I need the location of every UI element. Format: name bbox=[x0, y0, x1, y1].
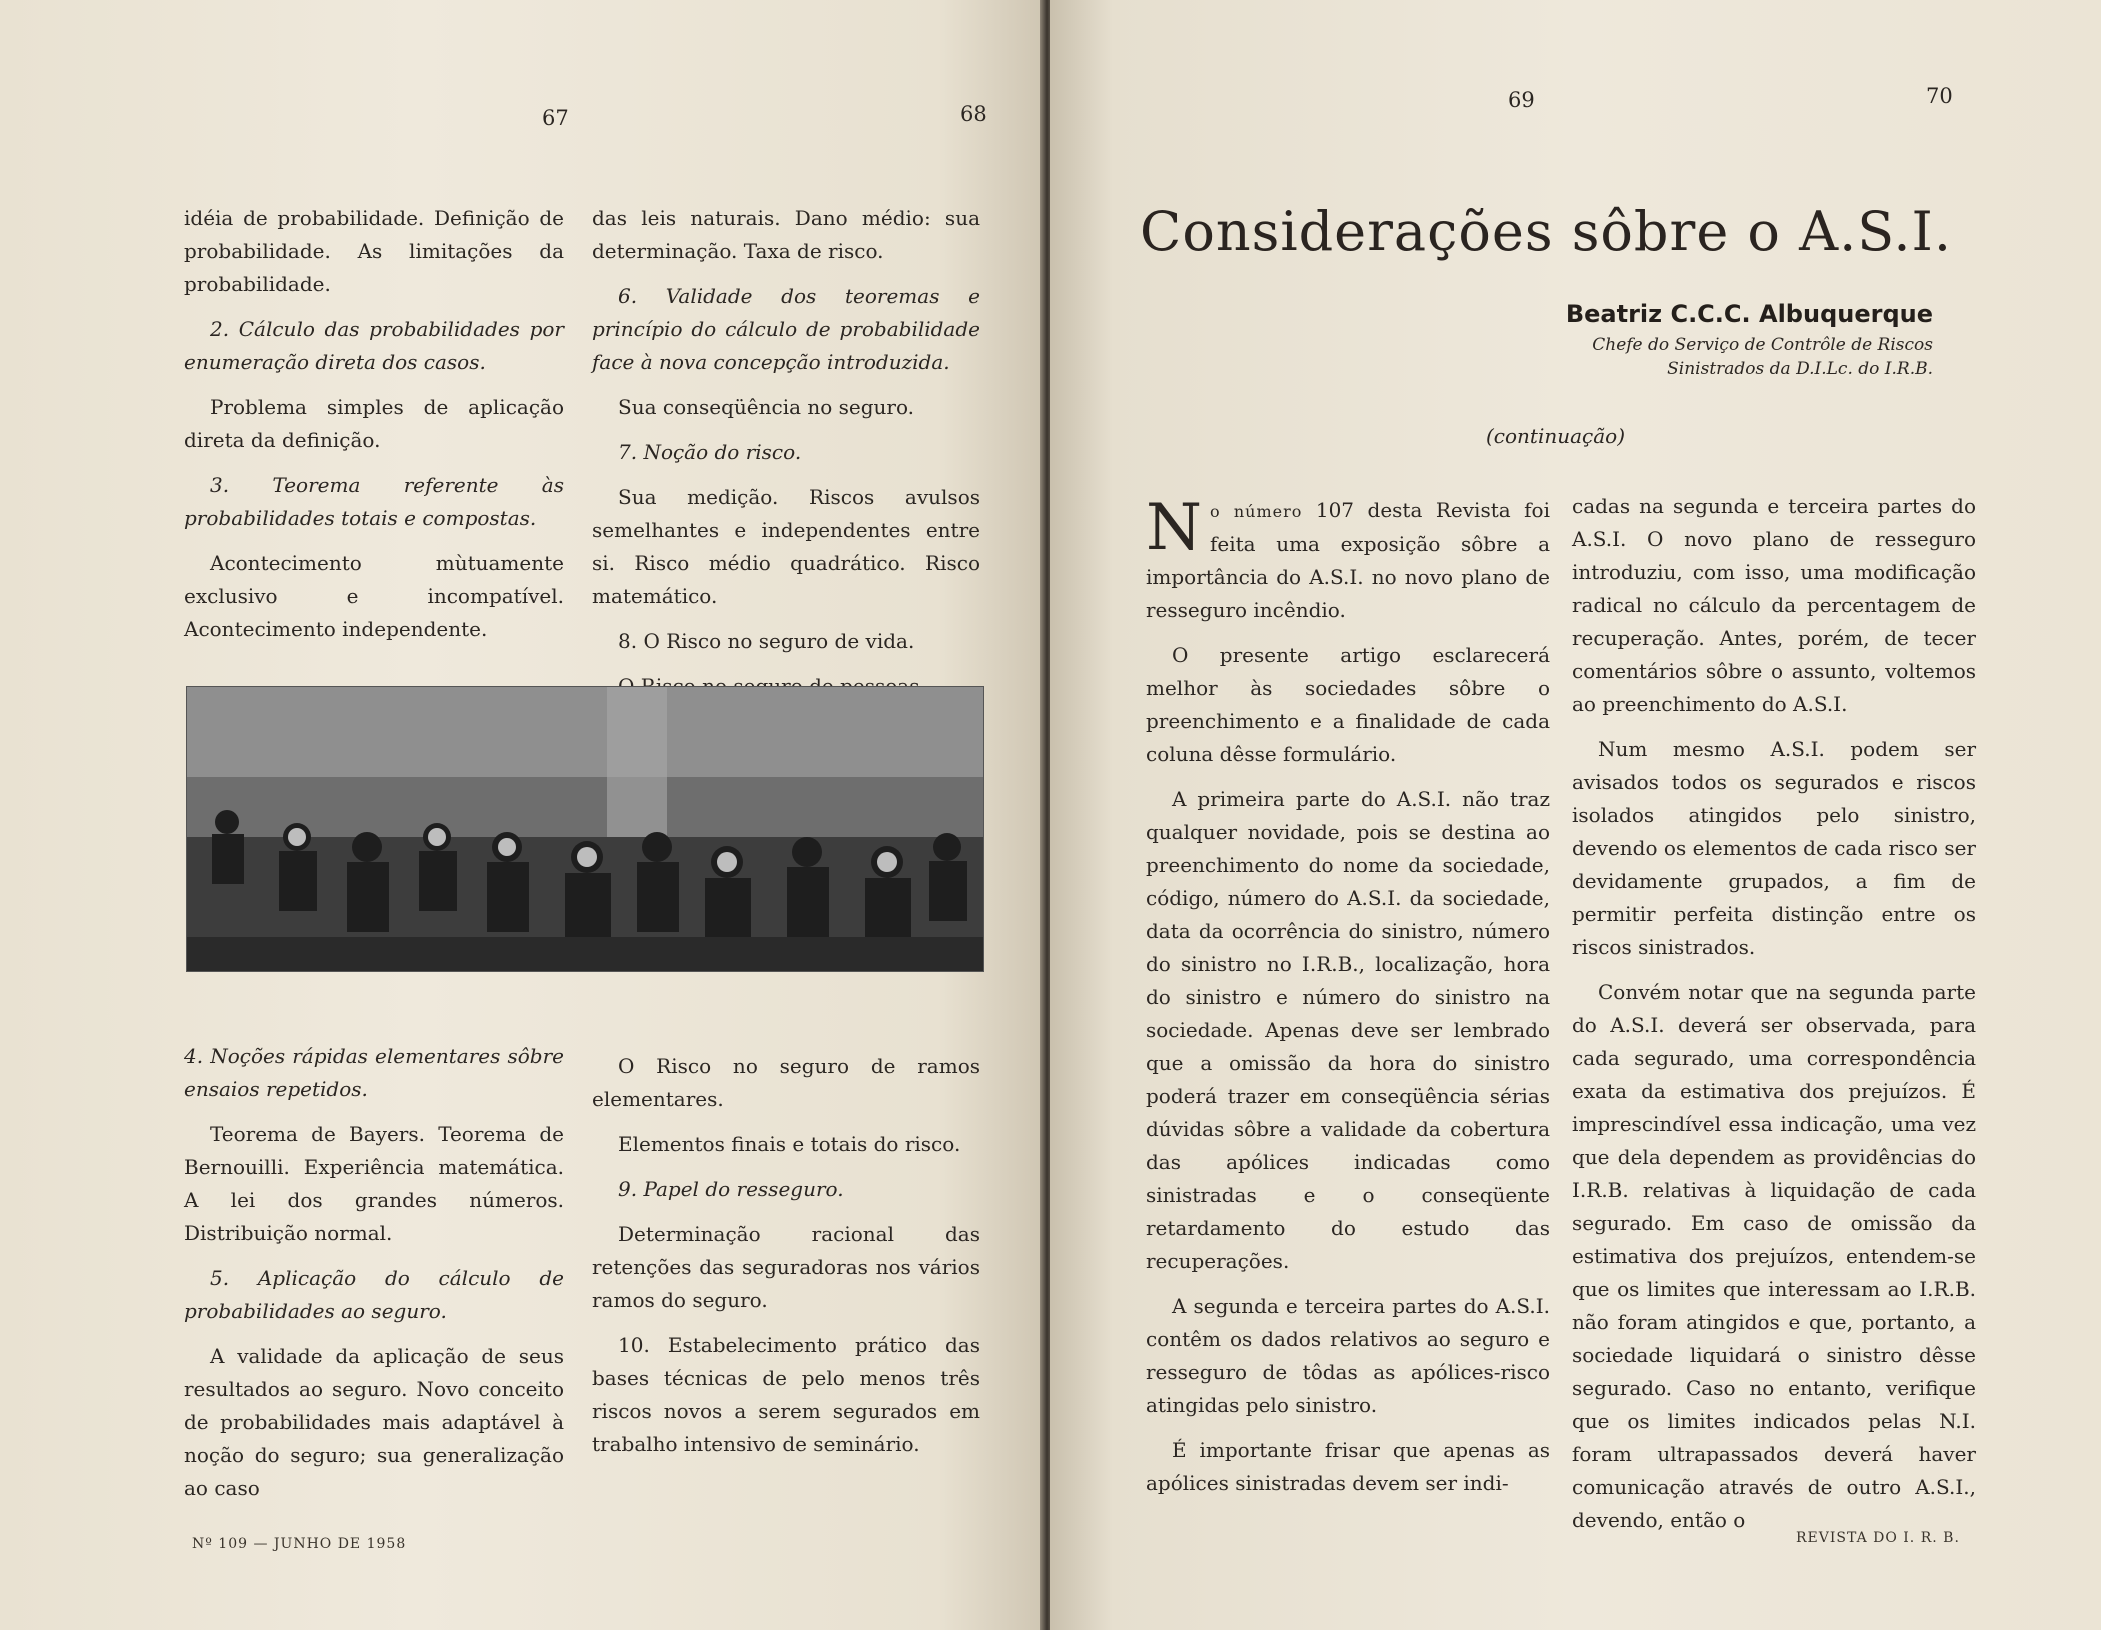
audience-photo bbox=[186, 686, 984, 972]
paragraph: A segunda e terceira partes do A.S.I. contêm os dados relativos ao seguro e resseguro de tôdas as apólices-risco atingidas pelo sinistro. bbox=[1146, 1294, 1550, 1417]
section-heading: 2. Cálculo das probabilidades por enumeração direta dos casos. bbox=[184, 317, 564, 374]
paragraph: Determinação racional das retenções das seguradoras nos vários ramos do seguro. bbox=[592, 1222, 980, 1312]
paragraph: 10. Estabelecimento prático das bases técnicas de pelo menos três riscos novos a serem segurados em trabalho intensivo de seminário. bbox=[592, 1333, 980, 1456]
page-number-69: 69 bbox=[1508, 88, 1535, 112]
page-number-68: 68 bbox=[960, 102, 987, 126]
paragraph: idéia de probabilidade. Definição de probabilidade. As limitações da probabilidade. bbox=[184, 206, 564, 296]
section-heading: 6. Validade dos teoremas e princípio do cálculo de probabilidade face à nova concepção introduzida. bbox=[592, 284, 980, 374]
affiliation-line: Chefe do Serviço de Contrôle de Riscos bbox=[1592, 335, 1933, 355]
footer-journal: REVISTA DO I. R. B. bbox=[1796, 1530, 1960, 1546]
continuation-note: (continuação) bbox=[1486, 424, 1626, 448]
article-column-2 bbox=[1572, 490, 1976, 1549]
paragraph: A validade da aplicação de seus resultados ao seguro. Novo conceito de probabilidades mais adaptável à noção do seguro; sua generalização ao caso bbox=[184, 1344, 564, 1500]
audience-photo-image bbox=[187, 687, 983, 971]
article-author: Beatriz C.C.C. Albuquerque bbox=[1565, 300, 1933, 328]
paragraph: Teorema de Bayers. Teorema de Bernouilli. Experiência matemática. A lei dos grandes números. Distribuição normal. bbox=[184, 1122, 564, 1245]
page-number-67: 67 bbox=[542, 106, 569, 130]
paragraph: das leis naturais. Dano médio: sua determinação. Taxa de risco. bbox=[592, 206, 980, 263]
section-heading: 9. Papel do resseguro. bbox=[618, 1177, 844, 1201]
paragraph: Sua medição. Riscos avulsos semelhantes e independentes entre si. Risco médio quadrático. Risco matemático. bbox=[592, 485, 980, 608]
paragraph bbox=[1146, 491, 1550, 627]
column-67-bottom bbox=[184, 1040, 564, 1517]
column-67-top bbox=[184, 202, 564, 658]
footer-issue: Nº 109 — JUNHO DE 1958 bbox=[192, 1536, 407, 1552]
paragraph: É importante frisar que apenas as apólices sinistradas devem ser indi- bbox=[1146, 1438, 1550, 1495]
paragraph: Elementos finais e totais do risco. bbox=[618, 1132, 961, 1156]
author-affiliation bbox=[1592, 333, 1933, 381]
page-number-70: 70 bbox=[1926, 84, 1953, 108]
drop-cap: N bbox=[1146, 491, 1202, 565]
paragraph: O presente artigo esclarecerá melhor às sociedades sôbre o preenchimento e a finalidade de cada coluna dêsse formulário. bbox=[1146, 643, 1550, 766]
paragraph: Num mesmo A.S.I. podem ser avisados todos os segurados e riscos isolados atingidos pelo sinistro, devendo os elementos de cada risco ser devidamente grupados, a fim de permitir perfeita distinção entre os riscos sinistrados. bbox=[1572, 737, 1976, 959]
paragraph: Sua conseqüência no seguro. bbox=[618, 395, 915, 419]
paragraph: O Risco no seguro de ramos elementares. bbox=[592, 1054, 980, 1111]
section-heading: 7. Noção do risco. bbox=[618, 440, 802, 464]
paragraph: Acontecimento mùtuamente exclusivo e incompatível. Acontecimento independente. bbox=[184, 551, 564, 641]
paragraph: Problema simples de aplicação direta da definição. bbox=[184, 395, 564, 452]
article-title: Considerações sôbre o A.S.I. bbox=[1140, 200, 1953, 263]
paragraph-text: 107 desta Revista foi feita uma exposição sôbre a importância do A.S.I. no novo plano de resseguro incêndio. bbox=[1146, 498, 1550, 622]
section-heading: 5. Aplicação do cálculo de probabilidades ao seguro. bbox=[184, 1266, 564, 1323]
paragraph: cadas na segunda e terceira partes do A.S.I. O novo plano de resseguro introduziu, com isso, uma modificação radical no cálculo da percentagem de recuperação. Antes, porém, de tecer comentários sôbre o assunto, voltemos ao preenchimento do A.S.I. bbox=[1572, 494, 1976, 716]
section-heading: 4. Noções rápidas elementares sôbre ensaios repetidos. bbox=[184, 1044, 564, 1101]
paragraph: 8. O Risco no seguro de vida. bbox=[618, 629, 915, 653]
paragraph: A primeira parte do A.S.I. não traz qualquer novidade, pois se destina ao preenchimento do nome da sociedade, código, número do A.S.I. da sociedade, data da ocorrência do sinistro, número do sinistro no I.R.B., localização, hora do sinistro e número do sinistro na sociedade. Apenas deve ser lembrado que a omissão da hora do sinistro poderá trazer em conseqüência sérias dúvidas sôbre a validade da cobertura das apólices indicadas como sinistradas e o conseqüente retardamento do estudo das recuperações. bbox=[1146, 787, 1550, 1273]
small-caps-opening: o número bbox=[1210, 502, 1303, 521]
left-page bbox=[0, 0, 1043, 1630]
column-68-top bbox=[592, 202, 980, 715]
section-heading: 3. Teorema referente às probabilidades totais e compostas. bbox=[184, 473, 564, 530]
article-column-1 bbox=[1146, 491, 1550, 1512]
column-68-bottom bbox=[592, 1050, 980, 1473]
affiliation-line: Sinistrados da D.I.Lc. do I.R.B. bbox=[1667, 359, 1933, 379]
paragraph: Convém notar que na segunda parte do A.S.I. deverá ser observada, para cada segurado, uma correspondência exata da estimativa dos prejuízos. É imprescindível essa indicação, uma vez que dela dependem as providências do I.R.B. relativas à liquidação de cada segurado. Em caso de omissão da estimativa dos prejuízos, entendem-se que os limites que interessam ao I.R.B. não foram atingidos e que, portanto, a sociedade liquidará o sinistro dêsse segurado. Caso no entanto, verifique que os limites indicados pelas N.I. foram ultrapassados deverá haver comunicação através de outro A.S.I., devendo, então o bbox=[1572, 980, 1976, 1532]
